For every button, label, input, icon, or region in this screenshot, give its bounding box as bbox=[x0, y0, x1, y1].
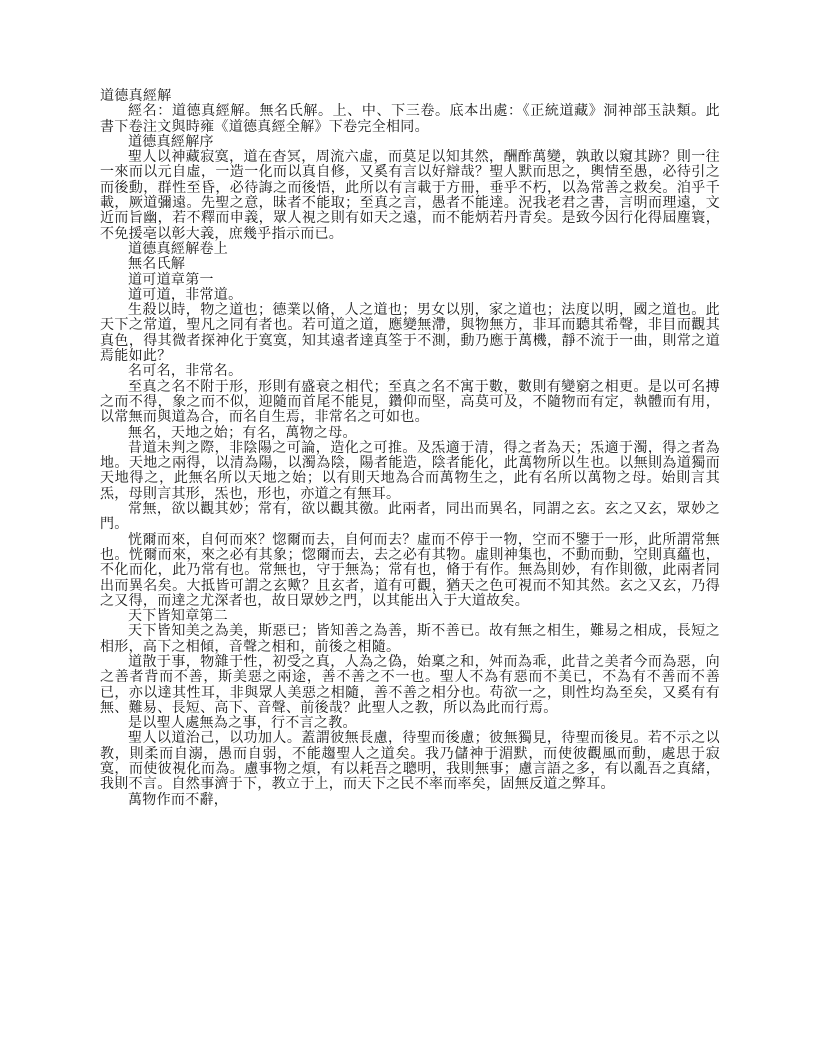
commentary-paragraph: 生殺以時，物之道也；德業以脩，人之道也；男女以別，家之道也；法度以明，國之道也。此天下之常道，聖凡之同有者也。若可道之道，應變無滯，與物無方，非耳而聽其希聲，非目而觀其真色，得其微者探神化于寞寞，知其遠者達真筌于不測，動乃應于萬機，靜不流于一曲，則常之道焉能如此？ bbox=[100, 302, 720, 365]
document-title: 道德真經解 bbox=[100, 88, 172, 104]
scripture-line: 萬物作而不辭， bbox=[128, 791, 229, 808]
section-heading-commentator: 無名氏解 bbox=[128, 256, 186, 273]
commentary-paragraph: 昔道未判之際，非陰陽之可論，造化之可推。及炁適于清，得之者為天；炁適于濁，得之者為地。天地之兩得，以清為陽，以濁為陰，陽者能造，陰者能化，此萬物所以生也。以無則為道獨而天地得之，此無名所以天地之始；以有則天地為合而萬物生之，此有名所以萬物之母。始則言其炁，母則言其形，炁也，形也，亦道之有無耳。 bbox=[100, 439, 720, 502]
commentary-paragraph: 道散于事，物雜于性，初受之真，人為之偽，始稟之和，舛而為乖，此昔之美者今而為惡，向之善者背而不善，斯美惡之兩途，善不善之不一也。聖人不為有惡而不美已，不為有不善而不善已，亦以達其性耳，非與眾人美惡之相隨，善不善之相分也。苟欲一之，則性均為至矣，又奚有有無、難易、長短、高下、音聲、前後哉？此聖人之教，所以為此而行焉。 bbox=[100, 653, 720, 716]
chapter-heading-2: 天下皆知章第二 bbox=[128, 608, 229, 625]
scripture-line: 道可道，非常道。 bbox=[128, 286, 243, 303]
bibliographic-note: 經名：道德真經解。無名氏解。上、中、下三卷。底本出處：《正統道藏》洞神部玉訣類。此書下卷注文與時雍《道德真經全解》下卷完全相同。 bbox=[100, 103, 720, 135]
section-heading-volume-1: 道德真經解卷上 bbox=[128, 240, 229, 257]
scripture-line: 名可名，非常名。 bbox=[128, 363, 243, 380]
section-heading-preface: 道德真經解序 bbox=[128, 133, 214, 150]
scripture-line: 是以聖人處無為之事，行不言之教。 bbox=[128, 715, 357, 732]
preface-paragraph: 聖人以神藏寂寞，道在杳冥，周流六虛，而莫足以知其然，酬酢萬變，孰敢以窺其跡？則一往一來而以元自虛，一造一化而以真自修，又奚有言以好辯哉？聖人默而思之，輿情至愚，必待引之而後動，群性至昏，必待誨之而後悟，此所以有言載于方冊，垂乎不朽，以為常善之救矣。洎乎千載，厥道彌遠。先聖之意，昧者不能取；至真之言，愚者不能達。況我老君之書，言明而理遠，文近而旨幽，若不釋而申義，眾人視之則有如天之遠，而不能炳若丹青矣。是致今因行化得屆塵寰，不免援亳以彰大義，庶幾乎指示而已。 bbox=[100, 149, 720, 242]
commentary-paragraph: 恍爾而來，自何而來？惚爾而去，自何而去？虛而不停于一物，空而不鑒于一形，此所謂常無也。恍爾而來，來之必有其象；惚爾而去，去之必有其物。虛則神集也，不動而動，空則真蘊也，不化而化，此乃常有也。常無也，守于無為；常有也，脩于有作。無為則妙，有作則徼，此兩者同出而異名矣。大抵皆可謂之玄歟？且玄者，道有可觀，猶天之色可視而不知其然。玄之又玄，乃得之又得，而達之尤深者也，故日眾妙之門，以其能出入于大道故矣。 bbox=[100, 531, 720, 609]
scripture-line: 天下皆知美之為美，斯惡已；皆知善之為善，斯不善已。故有無之相生，難易之相成，長短之相形，高下之相傾，音聲之相和，前後之相隨。 bbox=[100, 623, 720, 655]
chapter-heading-1: 道可道章第一 bbox=[128, 271, 214, 288]
scripture-line: 常無，欲以觀其妙；常有，欲以觀其徼。此兩者，同出而異名，同謂之玄。玄之又玄，眾妙之門。 bbox=[100, 501, 720, 533]
scripture-line: 無名，天地之始；有名，萬物之母。 bbox=[128, 424, 357, 441]
commentary-paragraph: 聖人以道治己，以功加人。蓋謂彼無長慮，待聖而後慮；彼無獨見，待聖而後見。若不示之以教，則柔而自溺，愚而自弱，不能趨聖人之道矣。我乃儲神于湄默，而使彼觀風而動，處思于寂寞，而使彼視化而為。慮事物之煩，有以耗吾之聰明，我則無事；慮言語之多，有以亂吾之真緒，我則不言。自然事濟于下，教立于上，而天下之民不率而率矣，固無反道之弊耳。 bbox=[100, 730, 720, 793]
commentary-paragraph: 至真之名不附于形，形則有盛衰之相代；至真之名不寓于數，數則有變窮之相更。是以可名搏之而不得，象之而不似，迎隨而首尾不能見，鑽仰而堅，高莫可及，不隨物而有定，執體而有用，以常無而與道為合，而名自生焉，非常名之可如也。 bbox=[100, 378, 720, 426]
text-block bbox=[100, 89, 720, 808]
